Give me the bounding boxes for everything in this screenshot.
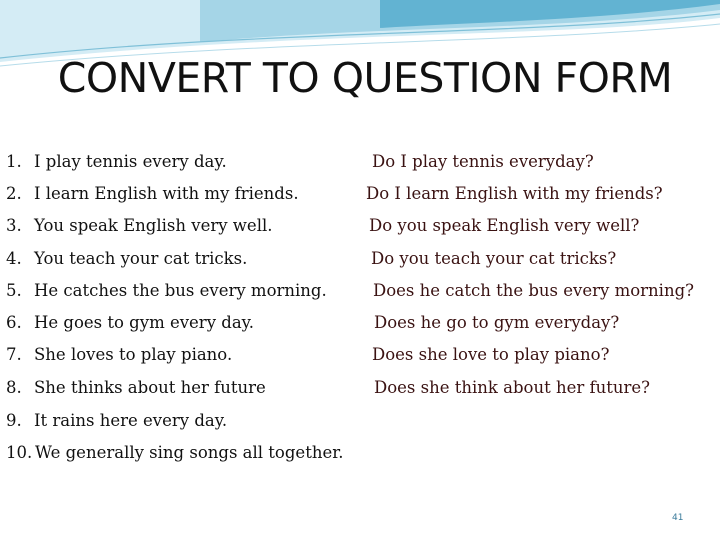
item-number: 8. — [6, 378, 22, 397]
statement-text: It rains here every day. — [34, 411, 228, 430]
exercise-row-4 — [0, 244, 720, 274]
question-answer: Do I learn English with my friends? — [366, 184, 663, 203]
statement-text: He catches the bus every morning. — [34, 281, 327, 300]
question-answer: Does she think about her future? — [374, 378, 650, 397]
exercise-row-6 — [0, 308, 720, 338]
item-number: 9. — [6, 411, 22, 430]
statement-text: I play tennis every day. — [34, 152, 227, 171]
statement-text: She loves to play piano. — [34, 345, 233, 364]
statement-text: You teach your cat tricks. — [34, 249, 248, 268]
slide-page-number: 41 — [672, 513, 684, 523]
item-number: 1. — [6, 152, 22, 171]
item-number: 3. — [6, 216, 22, 235]
question-answer: Do you speak English very well? — [369, 216, 640, 235]
slide-title: CONVERT TO QUESTION FORM — [57, 54, 673, 102]
exercise-row-2 — [0, 179, 720, 209]
question-answer: Do you teach your cat tricks? — [371, 249, 617, 268]
question-answer: Does she love to play piano? — [372, 345, 610, 364]
item-number: 5. — [6, 281, 22, 300]
item-number: 2. — [6, 184, 22, 203]
item-number: 10. — [6, 443, 33, 462]
exercise-row-3 — [0, 211, 720, 241]
statement-text: She thinks about her future — [34, 378, 266, 397]
question-answer: Does he catch the bus every morning? — [373, 281, 694, 300]
exercise-row-7 — [0, 340, 720, 370]
question-answer: Do I play tennis everyday? — [372, 152, 594, 171]
item-number: 4. — [6, 249, 22, 268]
statement-text: I learn English with my friends. — [34, 184, 299, 203]
exercise-row-1 — [0, 147, 720, 177]
statement-text: You speak English very well. — [34, 216, 273, 235]
statement-text: He goes to gym every day. — [34, 313, 255, 332]
exercise-row-9 — [0, 406, 720, 436]
statement-text: We generally sing songs all together. — [35, 443, 344, 462]
exercise-row-8 — [0, 373, 720, 403]
exercise-row-10 — [0, 438, 720, 468]
exercise-row-5 — [0, 276, 720, 306]
item-number: 6. — [6, 313, 22, 332]
question-answer: Does he go to gym everyday? — [374, 313, 620, 332]
item-number: 7. — [6, 345, 22, 364]
